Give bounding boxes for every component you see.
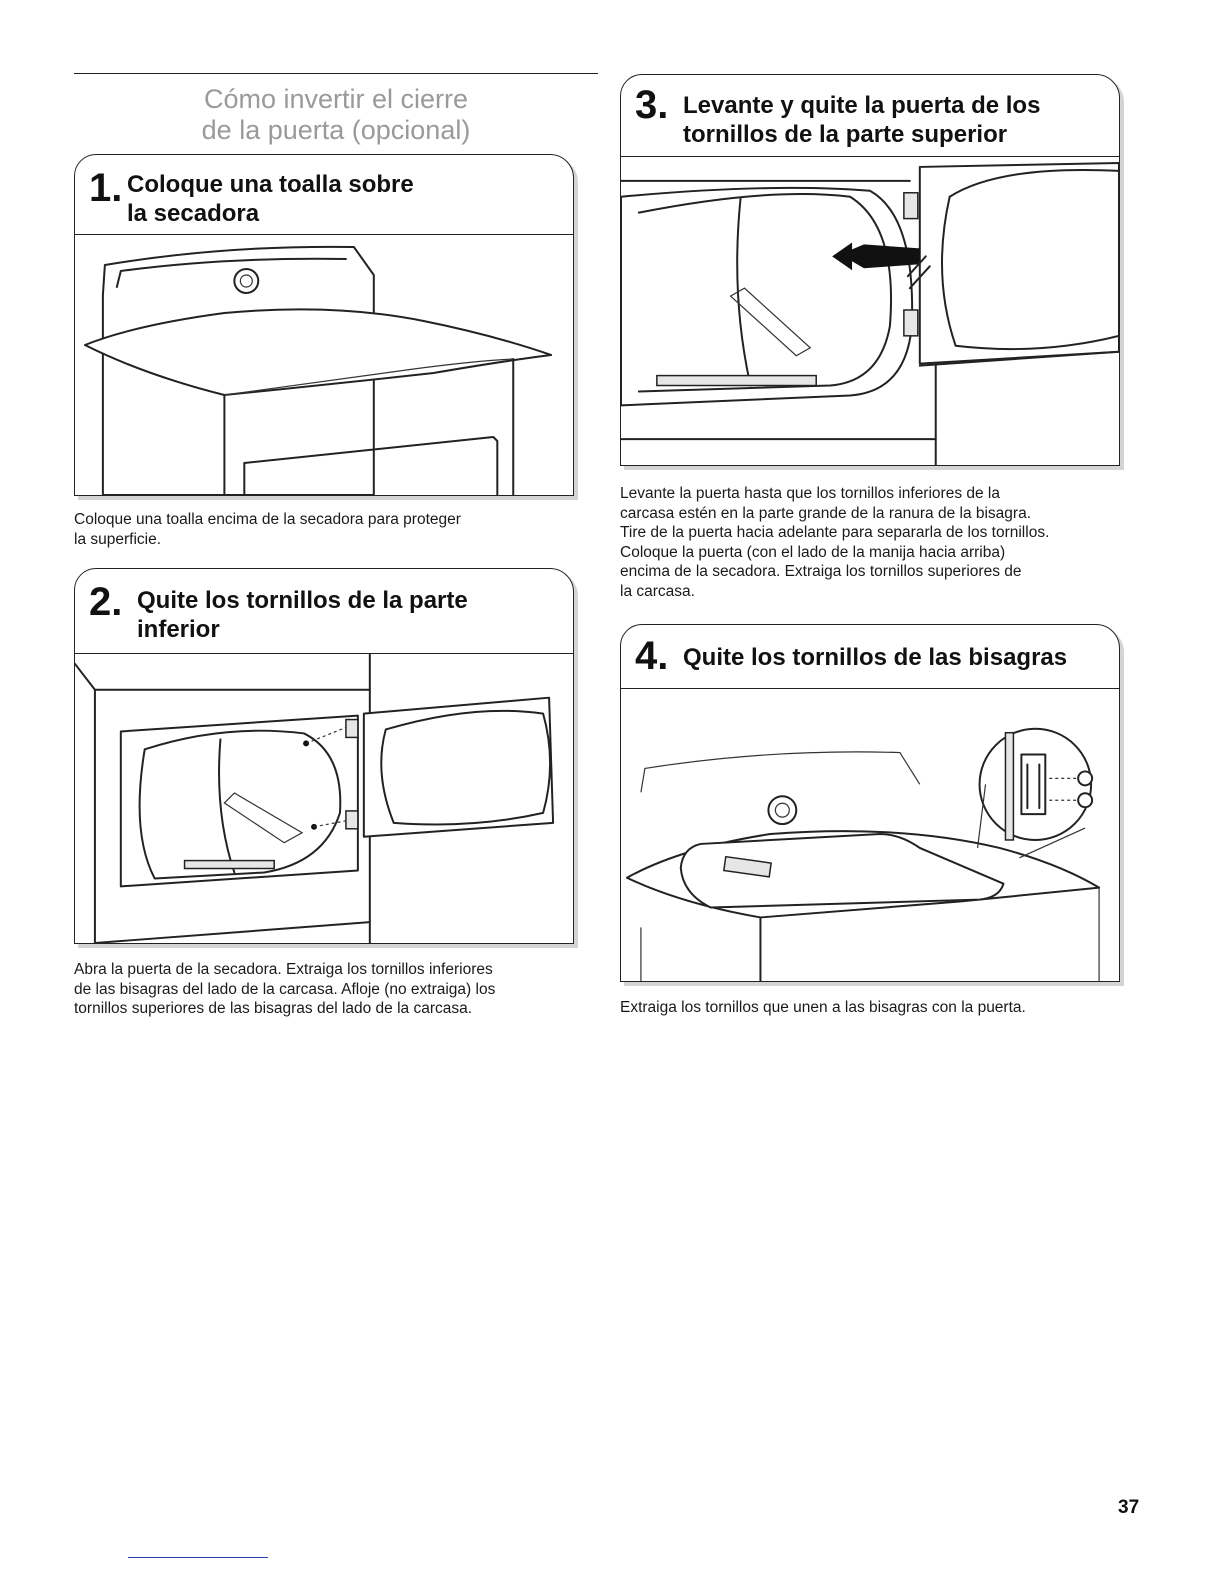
step-1-title-line-1: Coloque una toalla sobre (127, 171, 414, 198)
step-3-title-line-2: tornillos de la parte superior (683, 121, 1008, 148)
step-4-number: 4. (635, 634, 669, 678)
step-4-title (683, 643, 1067, 672)
step-4-caption-line-1: Extraiga los tornillos que unen a las bisagras con la puerta. (620, 999, 1026, 1016)
step-1-panel (74, 154, 574, 496)
section-title-line-2: de la puerta (opcional) (201, 115, 471, 145)
step-3-caption-line-1: Levante la puerta hasta que los tornillos inferiores de la (620, 485, 1000, 502)
step-3-caption-line-5: encima de la secadora. Extraiga los tornillos superiores de (620, 563, 1022, 580)
step-3-illustration-door-lift (621, 157, 1119, 465)
step-3-caption-line-6: la carcasa. (620, 582, 695, 600)
step-3-caption-line-3: Tire de la puerta hacia adelante para separarla de los tornillos. (620, 524, 1050, 541)
step-4-header (621, 625, 1119, 689)
step-3-caption-line-4: Coloque la puerta (con el lado de la manija hacia arriba) (620, 543, 1006, 561)
step-1-title-line-2: la secadora (127, 200, 260, 227)
top-rule (74, 73, 598, 74)
bottom-rule (128, 1557, 268, 1558)
step-1-number: 1. (89, 166, 123, 210)
step-2-title (137, 586, 468, 644)
step-2-title-line-1: Quite los tornillos de la parte (137, 587, 468, 614)
step-3-title-line-1: Levante y quite la puerta de los (683, 92, 1041, 119)
section-title-line-1: Cómo invertir el cierre (203, 84, 469, 114)
step-2-illustration-dryer-door-open (75, 654, 573, 943)
step-1-caption-line-1: Coloque una toalla encima de la secadora para proteger (74, 511, 461, 528)
step-2-caption-line-3: tornillos superiores de las bisagras del lado de la carcasa. (74, 1000, 473, 1017)
step-3-number: 3. (635, 83, 669, 127)
section-title (74, 84, 598, 146)
step-1-header (75, 155, 573, 235)
step-1-illustration-dryer-with-towel (75, 235, 573, 495)
step-3-caption (620, 484, 1120, 601)
step-2-caption-line-2: de las bisagras del lado de la carcasa. Afloje (no extraiga) los (74, 980, 496, 998)
step-3-caption-line-2: carcasa estén en la parte grande de la ranura de la bisagra. (620, 504, 1032, 522)
step-1-caption-line-2: la superficie. (74, 530, 162, 548)
step-3-header (621, 75, 1119, 157)
step-4-illustration-door-on-towel-hinge-detail (621, 689, 1119, 981)
page-number: 37 (1118, 1497, 1140, 1518)
step-3-panel (620, 74, 1120, 466)
step-2-header (75, 569, 573, 654)
step-2-title-line-2: inferior (137, 616, 220, 643)
step-4-panel (620, 624, 1120, 982)
step-3-title (683, 91, 1040, 149)
step-2-number: 2. (89, 580, 123, 624)
step-2-caption (74, 960, 574, 1019)
step-2-panel (74, 568, 574, 944)
step-4-caption (620, 998, 1120, 1018)
step-4-title-line-1: Quite los tornillos de las bisagras (683, 644, 1068, 671)
step-2-caption-line-1: Abra la puerta de la secadora. Extraiga los tornillos inferiores (74, 961, 493, 978)
step-1-title (127, 170, 414, 228)
step-1-caption (74, 510, 574, 549)
